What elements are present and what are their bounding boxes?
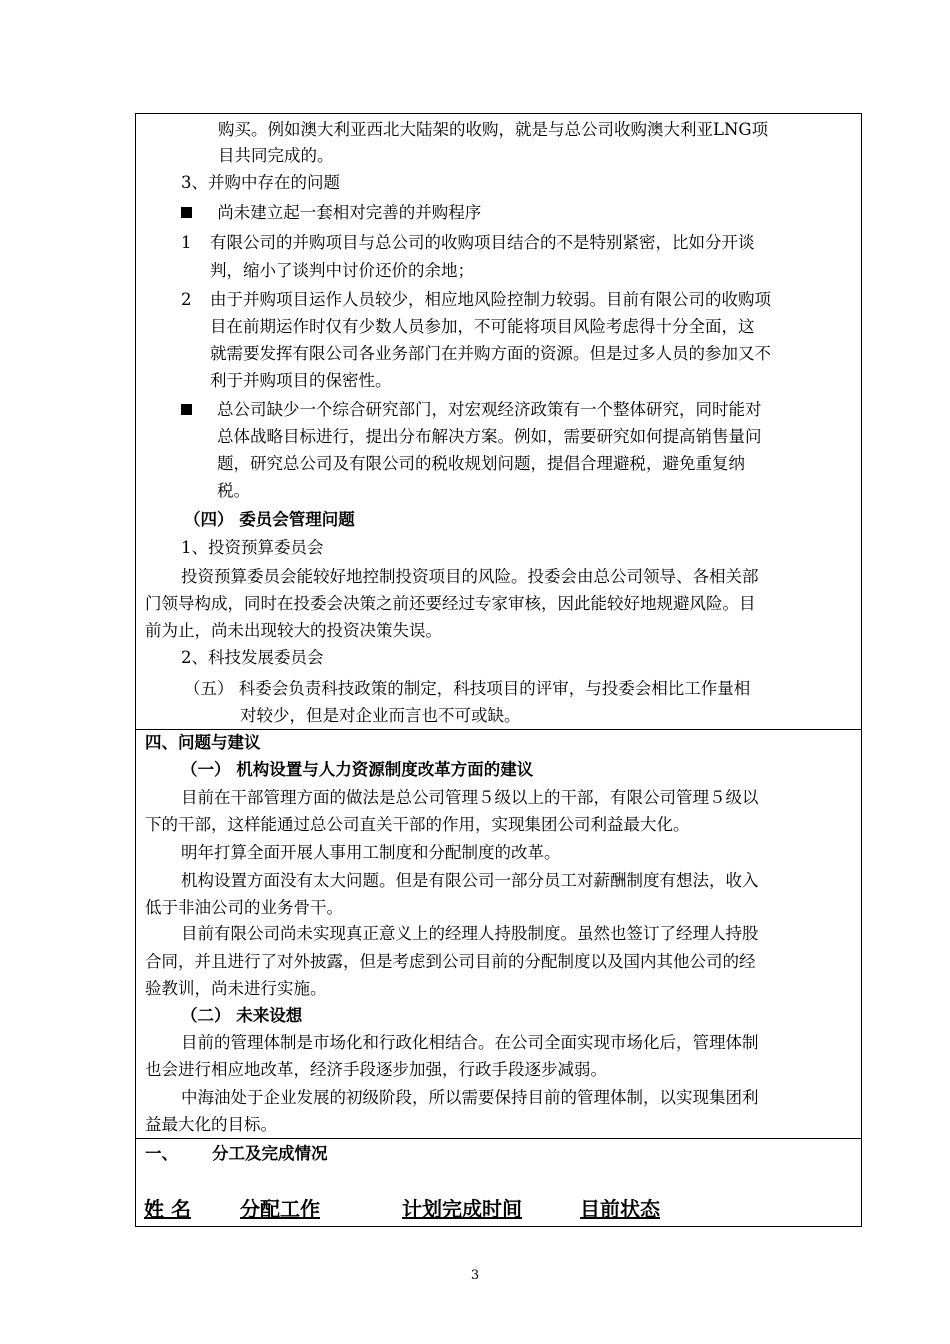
- list-number: 1: [181, 233, 192, 252]
- square-bullet-icon: [181, 207, 192, 218]
- text-line: 中海油处于企业发展的初级阶段，所以需要保持目前的管理体制，以实现集团利: [181, 1088, 759, 1107]
- section-heading: 四、问题与建议: [145, 733, 261, 752]
- list-item: [181, 200, 481, 226]
- text-line: 1、投资预算委员会: [181, 538, 324, 557]
- text-line: 总体战略目标进行，提出分布解决方案。例如，需要研究如何提高销售量问: [217, 427, 762, 446]
- text-line: 目在前期运作时仅有少数人员参加，不可能将项目风险考虑得十分全面，这: [210, 317, 755, 336]
- text-line: 下的干部，这样能通过总公司直关干部的作用，实现集团公司利益最大化。: [145, 815, 690, 834]
- text-line: 由于并购项目运作人员较少，相应地风险控制力较弱。目前有限公司的收购项: [210, 290, 771, 309]
- text-line: 3、并购中存在的问题: [181, 173, 340, 192]
- text-line: 机构设置方面没有太大问题。但是有限公司一部分员工对薪酬制度有想法，收入: [181, 871, 759, 890]
- table-divider: [136, 1138, 861, 1139]
- subsection-heading: （二） 未来设想: [181, 1006, 303, 1025]
- text-line: 验教训，尚未进行实施。: [145, 979, 327, 998]
- table-header-task: 分配工作: [240, 1197, 320, 1221]
- table-header-name: 姓 名: [144, 1197, 191, 1221]
- text-line: 目共同完成的。: [218, 146, 334, 165]
- text-line: 购买。例如澳大利亚西北大陆架的收购，就是与总公司收购澳大利亚LNG项: [218, 120, 769, 139]
- table-header-deadline: 计划完成时间: [402, 1197, 522, 1221]
- text-line: 投资预算委员会能较好地控制投资项目的风险。投委会由总公司领导、各相关部: [181, 567, 759, 586]
- text-line: 利于并购项目的保密性。: [210, 371, 392, 390]
- section-heading: 分工及完成情况: [212, 1144, 328, 1163]
- text-line: 税。: [217, 481, 250, 500]
- text-line: （五） 科委会负责科技政策的制定，科技项目的评审，与投委会相比工作量相: [184, 679, 751, 698]
- text-line: 有限公司的并购项目与总公司的收购项目结合的不是特别紧密，比如分开谈: [210, 233, 755, 252]
- text-line: 目前有限公司尚未实现真正意义上的经理人持股制度。虽然也签订了经理人持股: [181, 924, 759, 943]
- text-line: 题，研究总公司及有限公司的税收规划问题，提倡合理避税，避免重复纳: [217, 454, 745, 473]
- section-heading: （四） 委员会管理问题: [184, 510, 355, 529]
- table-header-status: 目前状态: [580, 1197, 660, 1221]
- text-line: 低于非油公司的业务骨干。: [145, 898, 343, 917]
- section-number: 一、: [145, 1144, 178, 1163]
- text-line: 就需要发挥有限公司各业务部门在并购方面的资源。但是过多人员的参加又不: [210, 344, 771, 363]
- text-line: 合同，并且进行了对外披露，但是考虑到公司目前的分配制度以及国内其他公司的经: [145, 952, 756, 971]
- page-number: 3: [470, 1268, 480, 1283]
- text-line: 也会进行相应地改革，经济手段逐步加强，行政手段逐步减弱。: [145, 1060, 607, 1079]
- text-line: 对较少，但是对企业而言也不可或缺。: [240, 706, 521, 725]
- text-line: 目前的管理体制是市场化和行政化相结合。在公司全面实现市场化后，管理体制: [181, 1033, 759, 1052]
- text-line: 判，缩小了谈判中讨价还价的余地；: [210, 261, 474, 280]
- text-line: 明年打算全面开展人事用工制度和分配制度的改革。: [181, 843, 561, 862]
- text-line: 目前在干部管理方面的做法是总公司管理５级以上的干部，有限公司管理５级以: [181, 788, 759, 807]
- text-line: 益最大化的目标。: [145, 1115, 277, 1134]
- square-bullet-icon: [181, 404, 192, 415]
- text-line: 门领导构成，同时在投委会决策之前还要经过专家审核，因此能较好地规避风险。目: [145, 594, 756, 613]
- text-line: 前为止，尚未出现较大的投资决策失误。: [145, 621, 442, 640]
- text-line: 总公司缺少一个综合研究部门，对宏观经济政策有一个整体研究，同时能对: [217, 400, 762, 419]
- list-item: [181, 397, 198, 423]
- list-number: 2: [181, 290, 192, 309]
- subsection-heading: （一） 机构设置与人力资源制度改革方面的建议: [181, 760, 534, 779]
- text-line: 2、科技发展委员会: [181, 648, 324, 667]
- bullet-text: 尚未建立起一套相对完善的并购程序: [217, 203, 482, 222]
